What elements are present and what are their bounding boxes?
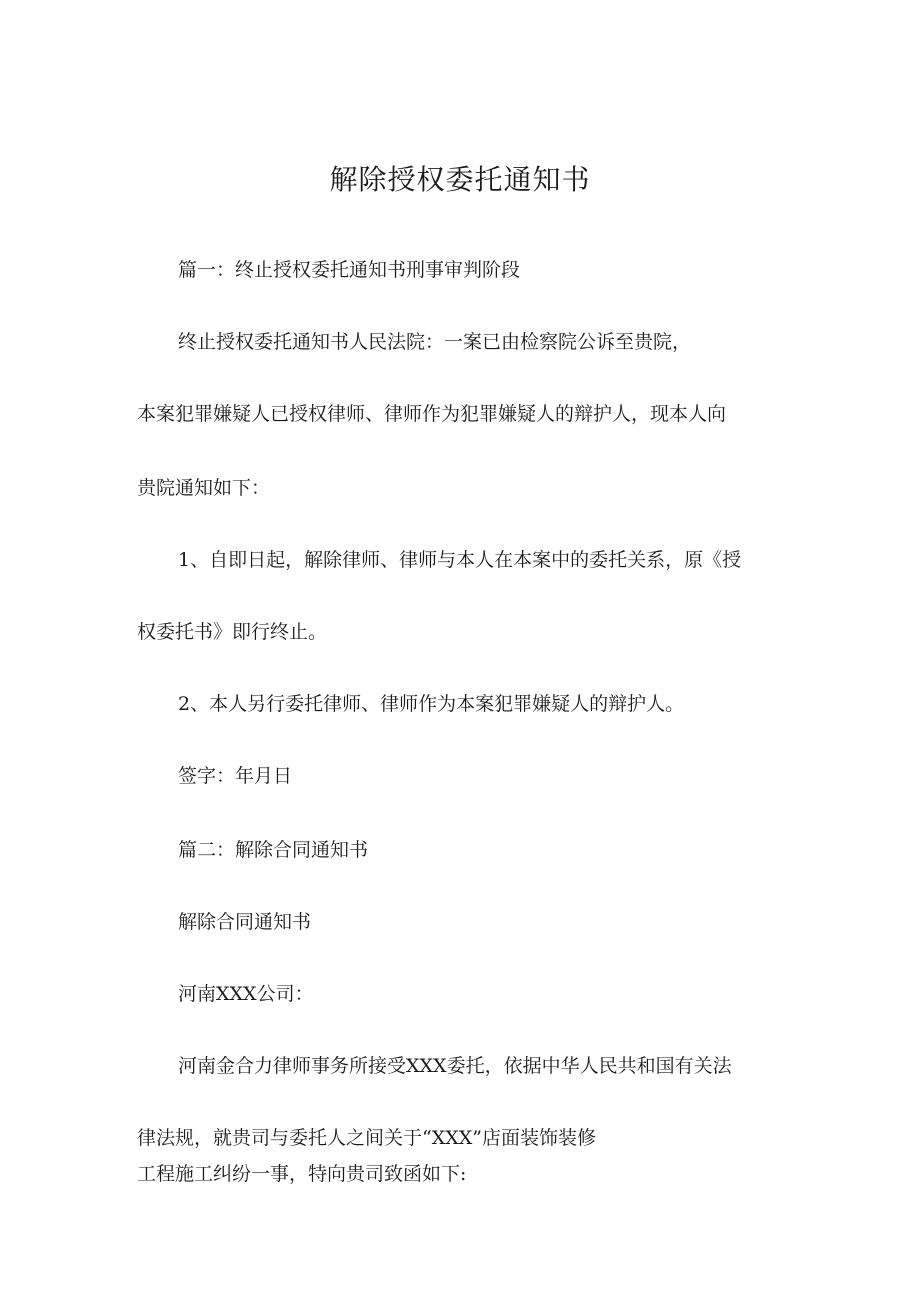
paragraph-line: 2、本人另行委托律师、律师作为本案犯罪嫌疑人的辩护人。 — [178, 693, 685, 715]
paragraph-line: 解除合同通知书 — [178, 911, 312, 933]
paragraph-line: 河南XXX公司： — [178, 983, 314, 1005]
section-heading-1: 篇一：终止授权委托通知书刑事审判阶段 — [178, 259, 521, 281]
section-heading-2: 篇二：解除合同通知书 — [178, 839, 369, 861]
paragraph-line: 贵院通知如下： — [137, 477, 271, 499]
paragraph-line: 律法规，就贵司与委托人之间关于“XXX”店面装饰装修 — [137, 1127, 597, 1149]
paragraph-line: 终止授权委托通知书人民法院：一案已由检察院公诉至贵院， — [178, 331, 692, 353]
paragraph-line: 1、自即日起，解除律师、律师与本人在本案中的委托关系，原《授 — [178, 549, 742, 571]
paragraph-line: 河南金合力律师事务所接受XXX委托，依据中华人民共和国有关法 — [178, 1055, 732, 1077]
paragraph-line: 权委托书》即行终止。 — [137, 621, 328, 643]
paragraph-line: 工程施工纠纷一事，特向贵司致函如下: — [137, 1163, 467, 1185]
paragraph-line: 本案犯罪嫌疑人已授权律师、律师作为犯罪嫌疑人的辩护人，现本人向 — [137, 403, 727, 425]
document-title: 解除授权委托通知书 — [329, 163, 591, 196]
signature-line: 签字：年月日 — [178, 765, 293, 787]
